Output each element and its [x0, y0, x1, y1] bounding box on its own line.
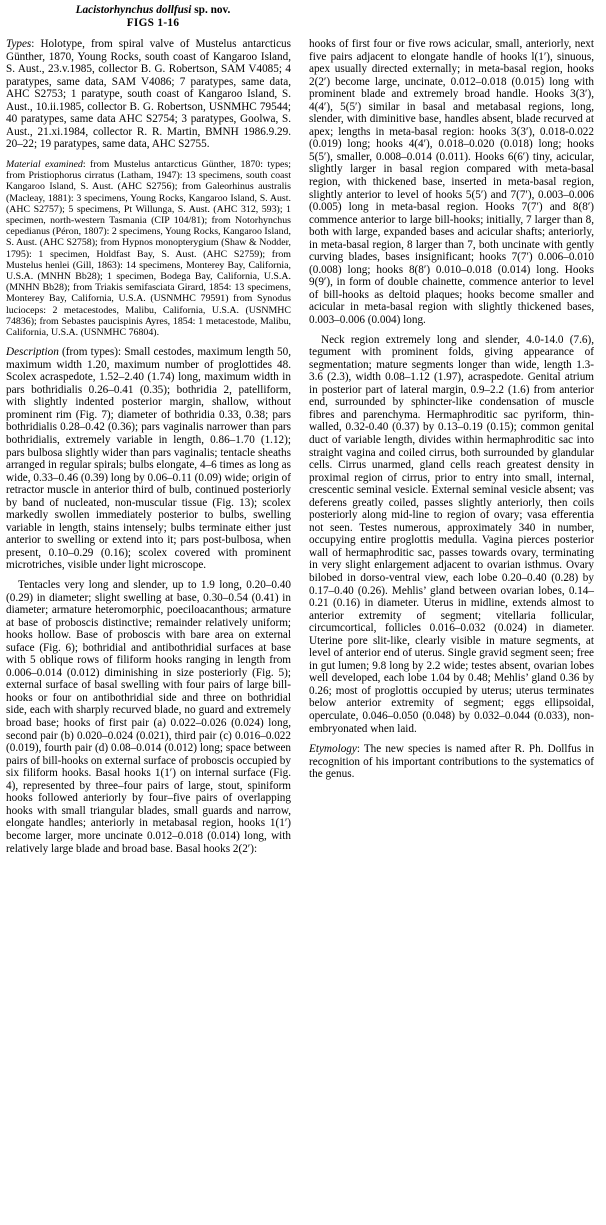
armature-continuation-paragraph: hooks of first four or five rows acicular, small, anteriorly, next five pairs adjacent to elongate handle of hooks l(1′), sinuous, apex usually directed externally; in meta-basal region, hooks 2(2′) become large, uncinate, 0.012–0.018 (0.015) long with prominent blade and extremely broad handle. Hooks 3(3′), 4(4′), 5(5′) similar in basal and metabasal regions, long, slender, with diminitive base, handles absent, blade recurved at apex; lengths in meta-basal region: hooks 3(3′), 0.018-0.022 (0.019) long; hooks 4(4′), 0.018–0.020 (0.018) long; hooks 5(5′), smaller, 0.008–0.014 (0.011). Hooks 6(6′) tiny, acicular, slightly larger in basal region compared with meta-basal region, with thickened base, inserted in meta-basal region, slightly anterior to level of hooks 5(5′) and 7(7′), 0.003–0.006 (0.005) long in meta-basal region. Hooks 7(7′) and 8(8′) commence anterior to large bill-hooks; initially, 7 larger than 8, both with large, expanded bases and acicular shafts; anteriorly, in meta-basal region, 8 larger than 7, both uncinate with gently curving blades, bases insignificant; hooks 7(7′) 0.006–0.010 (0.008) long; hooks 8(8′) 0.010–0.018 (0.014) long. Hooks 9(9′), in form of double chainette, commence anterior to level of bill-hooks as deltoid plaques; hooks become smaller and acicular in meta-basal region with slightly thickened bases, 0.003–0.006 (0.004) long. [309, 38, 594, 327]
types-label: Types [6, 38, 32, 50]
species-suffix: sp. nov. [191, 4, 231, 16]
description-paragraph [6, 346, 291, 572]
types-paragraph [6, 38, 291, 151]
title-block [12, 4, 294, 30]
material-examined-paragraph [6, 159, 291, 338]
etymology-paragraph [309, 743, 594, 781]
right-column [309, 38, 594, 781]
description-text: (from types): Small cestodes, maximum length 50, maximum width 1.20, maximum number of proglottides 48. Scolex acraspedote, 1.52–2.40 (1.74) long, maximum width in pars bothridialis 0.26–0.41 (0.35); bothridia 2, patelliform, with slightly indented posterior margin, shallow, without prominent rim (Fig. 7); diameter of bothridia 0.33, 0.38; pars bothridialis 0.28–0.42 (0.36); pars vaginalis narrower than pars bothridialis, extremely variable in length, 0.86–1.70 (1.12); pars bulbosa slightly wider than pars vaginalis; tentacle sheaths arranged in regular spirals; bulbs elongate, 4–6 times as long as wide, 0.33–0.46 (0.39) long by 0.06–0.11 (0.09) wide; origin of retractor muscle in anterior third of bulb, continued posteriorly by band of nucleated, non-muscular tissue (Fig. 13); scolex markedly swollen immediately posterior to bulbs, swelling variable in length, stains intensely; bulbs terminate either just anterior to swelling or extend into it; pars post-bulbosa, when present, 0.10–0.29 (0.16); scolex covered with prominent microtriches, visible under light microscope. [6, 346, 291, 572]
etymology-text: : The new species is named after R. Ph. Dollfus in recognition of his important contributions to the systematics of the genus. [309, 743, 594, 781]
species-name: Lacistorhynchus dollfusi [75, 4, 192, 16]
description-label: Description [6, 346, 59, 359]
two-column-body [6, 38, 600, 855]
material-examined-text: : from Mustelus antarcticus Günther, 1870: types; from Pristiophorus cirratus (Latham, 1947): 13 specimens, south coast Kangaroo Island, S. Aust. (AHC S2756); from Galeorhinus australis (Macleay, 1881): 3 specimens, Young Rocks, Kangaroo Island, S. Aust. (AHC S2757); 5 specimens, Pt Willunga, S. Aust. (AHC 312, 593); 1 specimen, north-western Tasmania (CIP 104/81); from Notorhynchus cepedianus (Péron, 1807): 2 specimens, Young Rocks, Kangaroo Island, S. Aust. (AHC S2758); from Hypnos monopterygium (Shaw & Nodder, 1795): 1 specimen, Holdfast Bay, S. Aust. (AHC S2759); from Mustelus henlei (Gill, 1863): 14 specimens, Monterey Bay, California, U.S.A. (MNHN Bb28); 1 specimen, Bodega Bay, California, U.S.A. (MNHN Bb28); from Triakis semifasciata Girard, 1854: 13 specimens, Monterey Bay, California, U.S.A. (USNMHC 79591) from Synodus lucioceps: 2 metacestodes, Malibu, California, U.S.A. (USNMHC 74836); from Sebastes paucispinis Ayres, 1854: 1 metacestode, Malibu, California, U.S.A. (USNMHC 76804). [6, 158, 291, 338]
types-text: : Holotype, from spiral valve of Mustelus antarcticus Günther, 1870, Young Rocks, south coast of Kangaroo Island, S. Aust., 23.v.1985, collector B. G. Robertson, SAM V4085; 4 paratypes, same data, SAM V4086; 7 paratypes, same data, AHC S2753; 1 paratype, south coast of Kangaroo Island, S. Aust., 10.ii.1985, collector B. G. Robertson, USNMHC 79544; 40 paratypes, same data AHC S2754; 3 paratypes, Goolwa, S. Aust., 21.xi.1984, collector R. R. Martin, BMNH 1986.9.29. 20–22; 19 paratypes, same data, AHC S2755. [6, 38, 291, 151]
material-examined-label: Material examined [6, 158, 83, 170]
tentacles-paragraph: Tentacles very long and slender, up to 1.9 long, 0.20–0.40 (0.29) in diameter; slight swelling at base, 0.30–0.54 (0.41) in diameter; armature heteromorphic, poeciloacanthous; armature at base of proboscis distinctive; remainder relatively uniform; hooks hollow. Base of proboscis with bare area on external suface (Fig. 6); bothridial and antibothridial surfaces at base with 5 oblique rows of filiform hooks ranging in length from 0.006–0.014 (0.012) diminishing in size posteriorly (Fig. 5); external surface of basal swelling with four pairs of large bill-hooks or four on antibothridial side and three on bothridial side, each with sharply recurved blade, no guard and extremely broad base; hooks of first pair (a) 0.022–0.026 (0.024) long, second pair (b) 0.020–0.024 (0.021), third pair (c) 0.016–0.022 (0.019), fourth pair (d) 0.08–0.014 (0.012) long; space between pairs of bill-hooks on external surface of proboscis occupied by six filiform hooks. Basal hooks 1(1′) on internal surface (Fig. 4), represented by three–four pairs of large, stout, spiniform hooks followed anteriorly by four–five pairs of overlapping hooks with small triangular blades, small guards and narrow, elongate handles; anteriorly in metabasal region, hooks 1(1′) become larger, more uncinate 0.012–0.018 (0.014) long, with relatively large blade and broad base. Basal hooks 2(2′): [6, 579, 291, 855]
page-title [12, 4, 294, 17]
figure-range-label: FIGS 1-16 [126, 17, 180, 29]
etymology-label: Etymology [309, 743, 357, 756]
left-column [6, 38, 291, 855]
neck-region-paragraph: Neck region extremely long and slender, 4.0-14.0 (7.6), tegument with prominent folds, giving appearance of segmentation; mature segments longer than wide, length 1.3-3.6 (2.3), width 0.08–1.12 (1.97), acraspedote. Genital atrium in posterior part of lateral margin, 0.9–2.2 (1.6) from anterior end, surrounded by sphincter-like condensation of muscle fibres and parenchyma. Hermaphroditic sac pyriform, thin-walled, 0.32-0.40 (0.37) by 0.13–0.19 (0.15); common genital duct of variable length, divides within hermaphroditic sac into straight vagina and coiled cirrus, both surrounded by glandular cells. Cirrus unarmed, gland cells reach greatest density in proximal region of cirrus, prior to entry into small, internal, crescentic seminal vesicle. External seminal vesicle absent; vas deferens greatly coiled, passes slightly anteriorly, then coils posteriorly along mid-line to region of ovary; vasa efferentia not seen. Testes numerous, approximately 340 in number, occupying entire proglottis medulla. Vagina pierces posterior wall of hermaphroditic sac, passes towards ovary, terminating in very slight enlargement adjacent to ovarian isthmus. Ovary bilobed in dorso-ventral view, each lobe 0.20–0.40 (0.28) by 0.17–0.40 (0.26). Mehlis’ gland between ovarian lobes, 0.14–0.21 (0.16) in diameter. Uterus in midline, extends almost to anterior extremity of segment; vitellaria follicular, circumcortical, follicles 0.016–0.032 (0.024) in diameter. Uterine pore slit-like, clearly visible in mature segments, at level of anterior end of uterus. Single gravid segment seen; free in gut lumen; 9.8 long by 2.2 wide; testes absent, ovarian lobes well developed, each lobe 1.04 by 0.48; Mehlis’ gland 0.36 by 0.26; most of proglottis occupied by uterus; uterus terminates below anterior extremity of segment; eggs ellipsoidal, operculate, 0.046–0.050 (0.048) by 0.032–0.044 (0.033), non-embryonated when laid. [309, 333, 594, 735]
